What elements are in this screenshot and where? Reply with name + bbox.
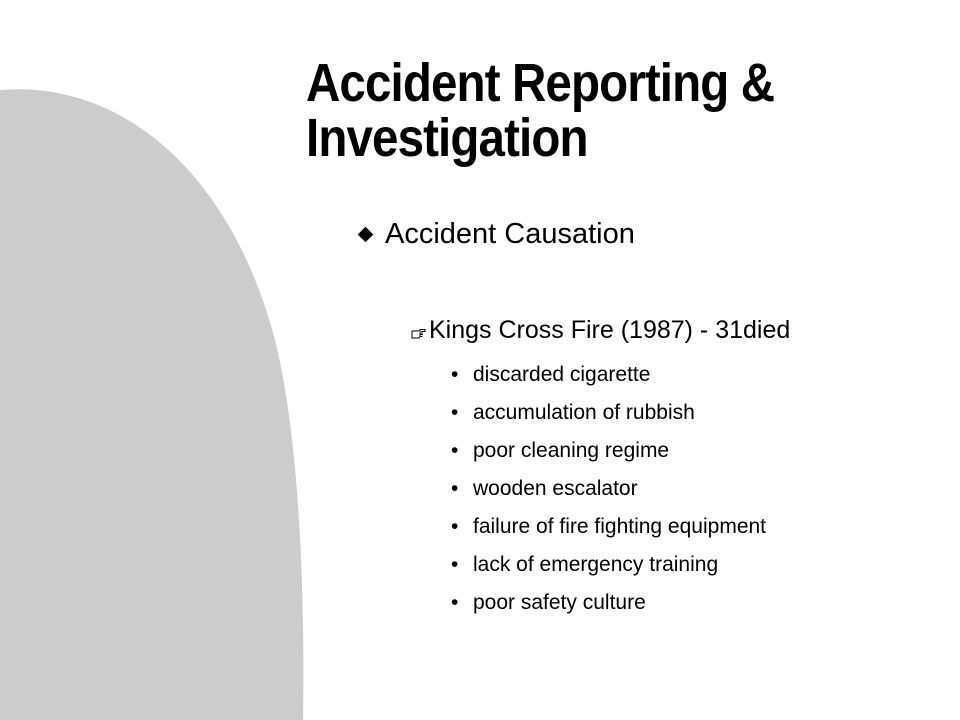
bullet-glyph: • xyxy=(451,477,459,500)
bullet-glyph: • xyxy=(451,515,459,538)
list-item: • poor cleaning regime xyxy=(451,436,766,474)
pointing-hand-icon xyxy=(411,327,427,341)
list-item: • failure of fire fighting equipment xyxy=(451,512,766,550)
list-item: • lack of emergency training xyxy=(451,550,766,588)
heading-text: Accident Causation xyxy=(385,218,635,250)
title-line-2: Investigation xyxy=(306,108,588,168)
list-item: • accumulation of rubbish xyxy=(451,398,766,436)
bullet-glyph: • xyxy=(451,401,459,424)
bullet-glyph: • xyxy=(451,591,459,614)
level1-bullet xyxy=(356,218,635,251)
cause-list xyxy=(451,360,766,626)
level2-bullet xyxy=(411,316,790,345)
subheading-text: Kings Cross Fire (1987) - 31died xyxy=(429,316,791,344)
slide-title xyxy=(306,53,869,168)
list-item: • discarded cigarette xyxy=(451,360,766,398)
bullet-glyph: • xyxy=(451,553,459,576)
title-line-1: Accident Reporting & xyxy=(306,53,775,113)
bullet-glyph: • xyxy=(451,363,459,386)
list-item: • poor safety culture xyxy=(451,588,766,626)
list-item: • wooden escalator xyxy=(451,474,766,512)
bullet-glyph: • xyxy=(451,439,459,462)
diamond-icon xyxy=(358,227,374,243)
